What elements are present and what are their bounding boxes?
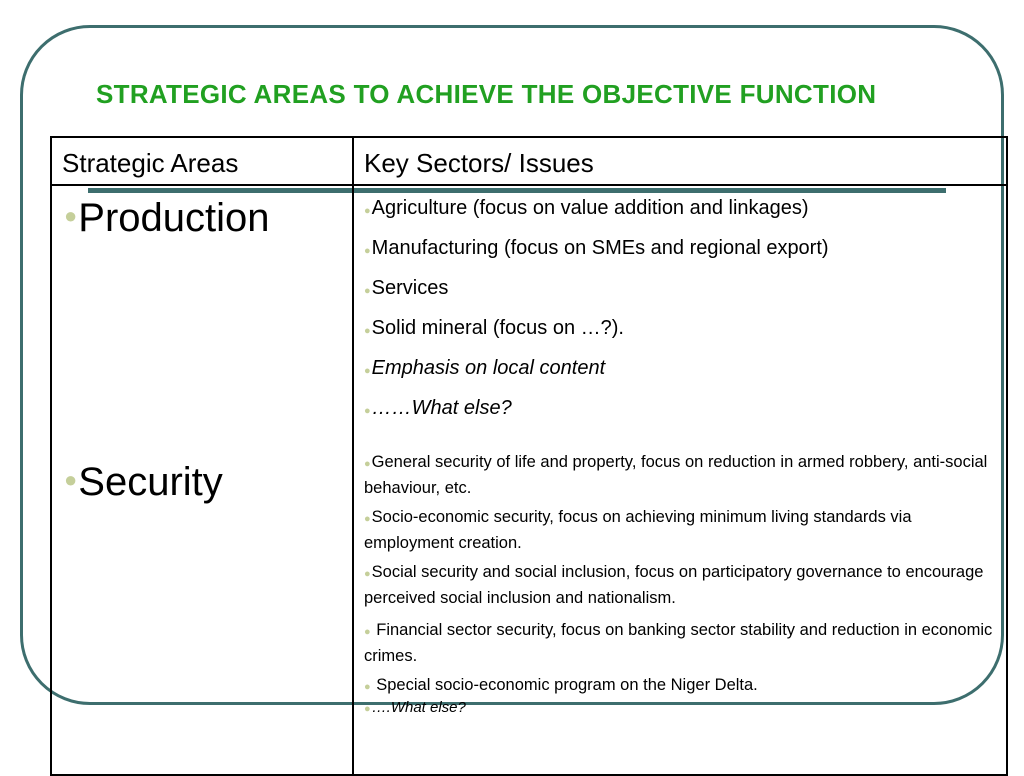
sectors-cell: [353, 185, 1007, 775]
list-item: ● Special socio-economic program on the Niger Delta.: [364, 676, 758, 694]
bullet-icon: ●: [64, 203, 78, 229]
list-item: ●Socio-economic security, focus on achieving minimum living standards via employment creation.: [364, 508, 912, 552]
bullet-icon: ●: [364, 285, 371, 297]
list-item: ●….What else?: [364, 699, 466, 716]
bullet-icon: ●: [364, 626, 371, 638]
table-header-row: [51, 137, 1007, 185]
list-item: ●……What else?: [364, 397, 512, 419]
production-sector-list: [364, 196, 996, 436]
area-security: ●Security: [64, 460, 223, 504]
list-item: ●Manufacturing (focus on SMEs and regional export): [364, 237, 829, 259]
list-item: ●Emphasis on local content: [364, 357, 606, 379]
security-extra-list: [364, 698, 996, 719]
list-item: ●Social security and social inclusion, focus on participatory governance to encourage perceived social inclusion and nationalism.: [364, 563, 984, 607]
list-item: ●Services: [364, 277, 449, 299]
list-item: ●Agriculture (focus on value addition and linkages): [364, 197, 809, 219]
slide-title: STRATEGIC AREAS TO ACHIEVE THE OBJECTIVE FUNCTION: [96, 79, 877, 109]
list-item: ●Solid mineral (focus on …?).: [364, 317, 624, 339]
header-key-sectors: Key Sectors/ Issues: [353, 137, 1007, 185]
area-production: ●Production: [64, 196, 270, 240]
bullet-icon: ●: [364, 325, 371, 337]
bullet-icon: ●: [364, 205, 371, 217]
list-item: ● Financial sector security, focus on banking sector stability and reduction in economic crimes.: [364, 621, 993, 665]
bullet-icon: ●: [364, 703, 371, 715]
bullet-icon: ●: [364, 365, 371, 377]
bullet-icon: ●: [364, 458, 371, 470]
list-item: ●General security of life and property, focus on reduction in armed robbery, anti-social behaviour, etc.: [364, 453, 988, 497]
bullet-icon: ●: [364, 513, 371, 525]
areas-cell: [51, 185, 353, 775]
bullet-icon: ●: [364, 568, 371, 580]
header-strategic-areas: Strategic Areas: [51, 137, 353, 185]
strategic-areas-table: [50, 136, 1008, 776]
bullet-icon: ●: [364, 405, 371, 417]
bullet-icon: ●: [64, 467, 78, 493]
security-sector-list: [364, 450, 996, 704]
bullet-icon: ●: [364, 681, 371, 693]
bullet-icon: ●: [364, 245, 371, 257]
table-body-row: [51, 185, 1007, 775]
